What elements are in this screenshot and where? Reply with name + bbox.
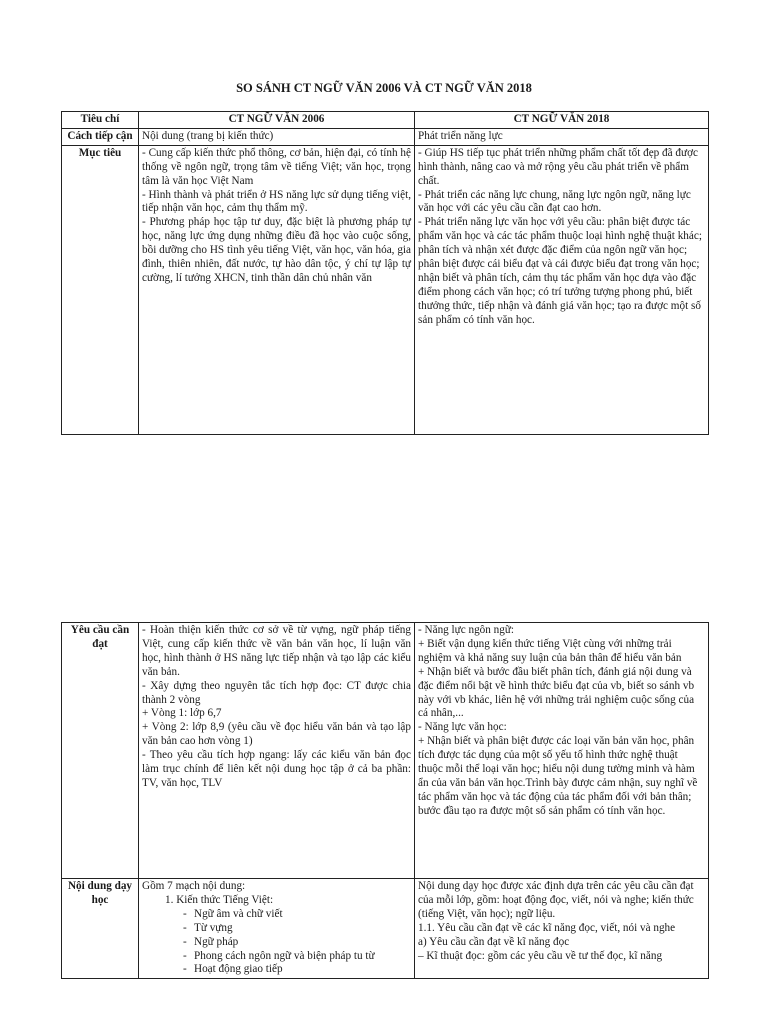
sub-item: - Phong cách ngôn ngữ và biện pháp tu từ — [183, 949, 375, 962]
criterion-cell: Cách tiếp cận — [62, 128, 139, 145]
criterion-cell: Mục tiêu — [62, 145, 139, 434]
table-row — [62, 623, 709, 879]
cell-line: a) Yêu cầu cần đạt về kĩ năng đọc — [418, 935, 570, 948]
criterion-cell: Yêu cầu cần đạt — [62, 623, 139, 879]
cell-line: - Năng lực văn học: — [418, 721, 507, 734]
cell-line: Phát triển năng lực — [418, 129, 503, 142]
header-ct2006: CT NGỮ VĂN 2006 — [139, 112, 415, 129]
cell-line: - Năng lực ngôn ngữ: — [418, 624, 515, 636]
ct2018-cell — [415, 145, 709, 434]
ct2018-cell — [415, 128, 709, 145]
comparison-table-page-bottom — [61, 622, 709, 979]
cell-line: - Hình thành và phát triển ở HS năng lực sử dụng tiếng việt, tiếp nhận văn học, cảm thụ thẩm mỹ. — [142, 188, 411, 215]
sub-item-text: Phong cách ngôn ngữ và biện pháp tu từ — [194, 949, 375, 962]
table-header-row — [62, 112, 709, 129]
cell-line: + Nhận biết và phân biệt được các loại văn bản văn học, phân tích được tác dụng của một số yếu tố hình thức nghệ thuật thuộc mỗi thể loại văn học; hiểu nội dung tường minh và hàm ẩn của văn bản văn học.Trình bày được cảm nhận, suy nghĩ về tác phẩm văn học và tác động của tác phẩm đối với bản thân; bước đầu tạo ra được một số sản phẩm có tính văn học. — [418, 735, 698, 817]
sub-item: - Ngữ âm và chữ viết — [183, 907, 283, 920]
cell-line: + Vòng 2: lớp 8,9 (yêu cầu về đọc hiểu văn bản và tạo lập văn bản cao hơn vòng 1) — [142, 721, 411, 748]
cell-line: + Nhận biết và bước đầu biết phân tích, đánh giá nội dung và đặc điểm nổi bật về hình thức biểu đạt của vb, biết so sánh vb này với vb khác, liên hệ với những trải nghiệm cuộc sống của cá nhân,... — [418, 665, 695, 720]
sub-item: - Ngữ pháp — [183, 935, 239, 948]
criterion-cell: Nội dung dạy học — [62, 879, 139, 979]
cell-line: - Xây dựng theo nguyên tắc tích hợp đọc: CT được chia thành 2 vòng — [142, 679, 411, 706]
ct2018-cell — [415, 623, 709, 879]
ct2006-cell — [139, 128, 415, 145]
document-title: SO SÁNH CT NGỮ VĂN 2006 VÀ CT NGỮ VĂN 2018 — [236, 81, 532, 95]
table-row — [62, 879, 709, 979]
cell-line: + Biết vận dụng kiến thức tiếng Việt cùng với những trải nghiệm và khả năng suy luận của bản thân để hiểu văn bản — [418, 637, 682, 664]
sub-item-text: Ngữ pháp — [194, 935, 239, 948]
sub-item: - Từ vựng — [183, 921, 233, 934]
ct2006-cell — [139, 623, 415, 879]
table-row — [62, 145, 709, 434]
ct2006-cell — [139, 145, 415, 434]
cell-line: - Theo yêu cầu tích hợp ngang: lấy các kiểu văn bản đọc làm trục chính để liên kết nội dung học tập ở cả ba phần: TV, văn học, TLV — [142, 749, 411, 789]
header-ct2018: CT NGỮ VĂN 2018 — [415, 112, 709, 129]
ct2018-cell — [415, 879, 709, 979]
cell-line: - Phát triển năng lực văn học với yêu cầu: phân biệt được tác phẩm văn học và các tác phẩm thuộc loại hình nghệ thuật khác; phân tích và nhận xét được đặc điểm của ngôn ngữ văn học; phân biệt được cái biểu đạt và cái được biểu đạt trong văn học; nhận biết và phân tích, cảm thụ tác phẩm văn học dựa vào đặc điểm phong cách văn học; có trí tưởng tượng phong phú, biết thưởng thức, tiếp nhận và đánh giá văn học; tạo ra được một số sản phẩm có tính văn học. — [418, 216, 702, 326]
cell-line: - Cung cấp kiến thức phổ thông, cơ bản, hiện đại, có tính hệ thống về ngôn ngữ, trọng tâm về tiếng Việt; văn học, trọng tâm là văn học Việt Nam — [142, 146, 411, 187]
sub-item-text: Hoạt động giao tiếp — [194, 963, 283, 976]
cell-line: - Phát triển các năng lực chung, năng lực ngôn ngữ, năng lực văn học với các yêu cầu cần đạt cao hơn. — [418, 188, 691, 215]
cell-line: – Kĩ thuật đọc: gồm các yêu cầu về tư thế đọc, kĩ năng — [418, 949, 663, 962]
cell-line: Gồm 7 mạch nội dung: — [142, 880, 246, 892]
header-criterion: Tiêu chí — [62, 112, 139, 129]
cell-line: - Hoàn thiện kiến thức cơ sở về từ vựng, ngữ pháp tiếng Việt, cung cấp kiến thức về văn bản văn học, lí luận văn học, hình thành ở HS năng lực tiếp nhận và tạo lập các kiểu văn bản. — [142, 624, 411, 678]
cell-line: - Phương pháp học tập tư duy, đặc biệt là phương pháp tự học, năng lực ứng dụng những điều đã học vào cuộc sống, bồi dưỡng cho HS tình yêu tiếng Việt, văn học, văn hóa, gia đình, thiên nhiên, đất nước, tự hào dân tộc, ý chí tự lập tự cường, lí tưởng XHCN, tinh thần dân chủ nhân văn — [142, 216, 411, 284]
cell-line: Nội dung dạy học được xác định dựa trên các yêu cầu cần đạt của mỗi lớp, gồm: hoạt động đọc, viết, nói và nghe; kiến thức (tiếng Việt, văn học); ngữ liệu. — [418, 880, 694, 920]
ct2006-cell — [139, 879, 415, 979]
table-row — [62, 128, 709, 145]
sub-item-text: Ngữ âm và chữ viết — [194, 907, 283, 920]
cell-line: + Vòng 1: lớp 6,7 — [142, 707, 222, 720]
sub-item: - Hoạt động giao tiếp — [183, 963, 283, 976]
sub-item-text: Từ vựng — [194, 921, 233, 934]
comparison-table-page-top — [61, 111, 709, 435]
cell-line: Nội dung (trang bị kiến thức) — [142, 129, 274, 142]
numbered-item: 1. Kiến thức Tiếng Việt: — [165, 893, 274, 906]
cell-line: 1.1. Yêu cầu cần đạt về các kĩ năng đọc, viết, nói và nghe — [418, 921, 676, 934]
cell-line: - Giúp HS tiếp tục phát triển những phẩm chất tốt đẹp đã được hình thành, nâng cao và mở rộng yêu cầu phát triển về phẩm chất. — [418, 146, 698, 187]
